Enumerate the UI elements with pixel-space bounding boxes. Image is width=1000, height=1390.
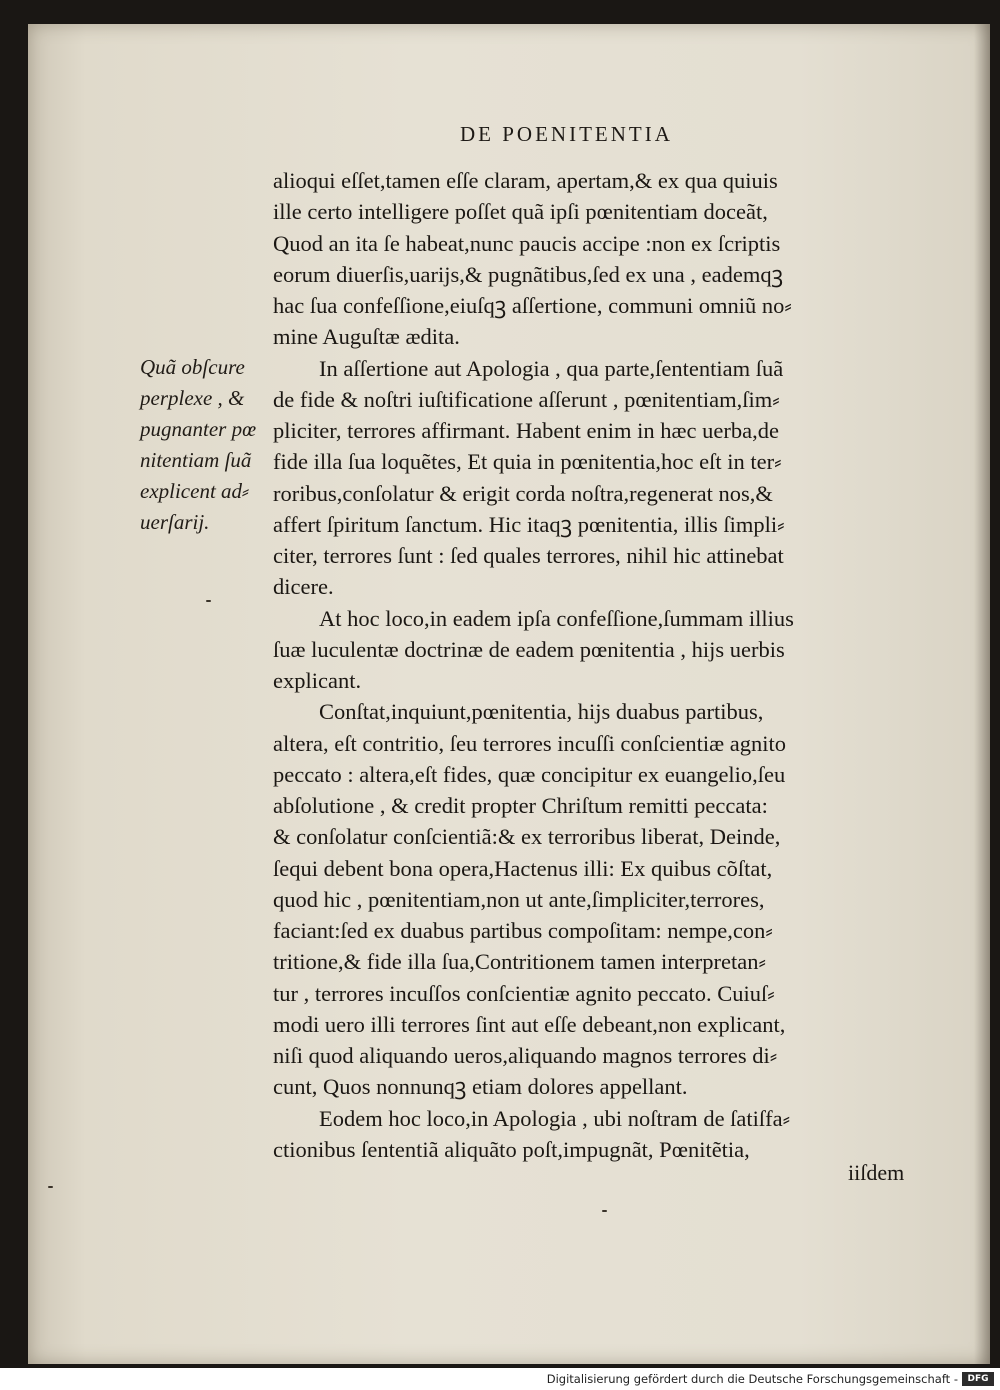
text-line: ſuæ luculentæ doctrinæ de eadem pœnitentia , hijs uerbis bbox=[273, 636, 785, 662]
marginal-note-line: explicent ad⸗ bbox=[140, 479, 250, 503]
text-line: ſequi debent bona opera,Hactenus illi: Ex quibus cõſtat, bbox=[273, 855, 773, 881]
text-line: peccato : altera,eſt fides, quæ concipitur ex euangelio,ſeu bbox=[273, 761, 786, 787]
text-line: mine Auguſtæ ædita. bbox=[273, 324, 460, 350]
text-line: & conſolatur conſcientiã:& ex terroribus liberat, Deinde, bbox=[273, 824, 781, 850]
text-line: tritione,& fide illa ſua,Contritionem tamen interpretan⸗ bbox=[273, 949, 766, 975]
text-line: ctionibus ſententiã aliquãto poſt,impugnãt, Pœnitẽtia, bbox=[273, 1136, 750, 1162]
text-line: alioqui eſſet,tamen eſſe claram, apertam,& ex qua quiuis bbox=[273, 168, 778, 193]
text-line: quod hic , pœnitentiam,non ut ante,ſimpliciter,terrores, bbox=[273, 886, 765, 912]
text-line: citer, terrores ſunt : ſed quales terrores, nihil hic attinebat bbox=[273, 543, 784, 568]
text-line: eorum diuerſis,uarijs,& pugnãtibus,ſed ex una , eademqꝫ bbox=[273, 261, 784, 287]
text-line: Quod an ita ſe habeat,nunc paucis accipe :non ex ſcriptis bbox=[273, 230, 781, 256]
text-line: roribus,conſolatur & erigit corda noſtra,regenerat nos,& bbox=[273, 480, 773, 506]
marginal-note-line: uerſarij. bbox=[140, 510, 210, 534]
text-line: modi uero illi terrores ſint aut eſſe debeant,non explicant, bbox=[273, 1011, 786, 1037]
marginal-note-line: Quã obſcure bbox=[140, 355, 245, 379]
ink-speck bbox=[48, 1186, 53, 1188]
text-line: Conſtat,inquiunt,pœnitentia, hijs duabus partibus, bbox=[319, 699, 764, 725]
text-line: explicant. bbox=[273, 668, 362, 693]
text-line: faciant:ſed ex duabus partibus compoſitam: nempe,con⸗ bbox=[273, 918, 773, 943]
footer-credit: Digitalisierung gefördert durch die Deutsche Forschungsgemeinschaft - bbox=[546, 1372, 958, 1386]
ink-speck bbox=[206, 600, 211, 602]
text-line: de fide & noſtri iuſtificatione aſſerunt , pœnitentiam,ſim⸗ bbox=[273, 386, 780, 412]
marginal-note-line: perplexe , & bbox=[140, 386, 245, 410]
text-line: altera, eſt contritio, ſeu terrores incuſſi conſcientiæ agnito bbox=[273, 730, 786, 756]
catchword: iiſdem bbox=[848, 1160, 905, 1185]
dfg-logo: DFG bbox=[962, 1372, 994, 1386]
marginal-note-line: nitentiam ſuã bbox=[140, 448, 252, 472]
text-line: hac ſua confeſſione,eiuſqꝫ aſſertione, communi omniũ no⸗ bbox=[273, 293, 792, 318]
ink-speck bbox=[602, 1210, 607, 1212]
text-line: tur , terrores incuſſos conſcientiæ agnito peccato. Cuiuſ⸗ bbox=[273, 980, 775, 1006]
text-line: cunt, Quos nonnunqꝫ etiam dolores appellant. bbox=[273, 1074, 688, 1100]
text-line: abſolutione , & credit propter Chriſtum remitti peccata: bbox=[273, 793, 768, 818]
text-line: ille certo intelligere poſſet quã ipſi pœnitentiam doceãt, bbox=[273, 199, 768, 225]
text-line: pliciter, terrores affirmant. Habent enim in hæc uerba,de bbox=[273, 418, 779, 443]
text-line: fide illa ſua loquẽtes, Et quia in pœnitentia,hoc eſt in ter⸗ bbox=[273, 449, 782, 475]
marginal-note-line: pugnanter pœ bbox=[140, 417, 257, 441]
body-text-block bbox=[273, 165, 923, 1165]
marginal-note bbox=[140, 352, 270, 538]
text-line: In aſſertione aut Apologia , qua parte,ſententiam ſuã bbox=[319, 355, 784, 381]
running-head: DE POENITENTIA bbox=[460, 122, 673, 146]
text-line: affert ſpiritum ſanctum. Hic itaqꝫ pœnitentia, illis ſimpli⸗ bbox=[273, 511, 785, 537]
text-line: dicere. bbox=[273, 574, 334, 600]
text-line: niſi quod aliquando ueros,aliquando magnos terrores di⸗ bbox=[273, 1043, 778, 1068]
text-line: At hoc loco,in eadem ipſa confeſſione,ſummam illius bbox=[319, 605, 794, 631]
text-line: Eodem hoc loco,in Apologia , ubi noſtram de ſatiſfa⸗ bbox=[319, 1105, 791, 1131]
